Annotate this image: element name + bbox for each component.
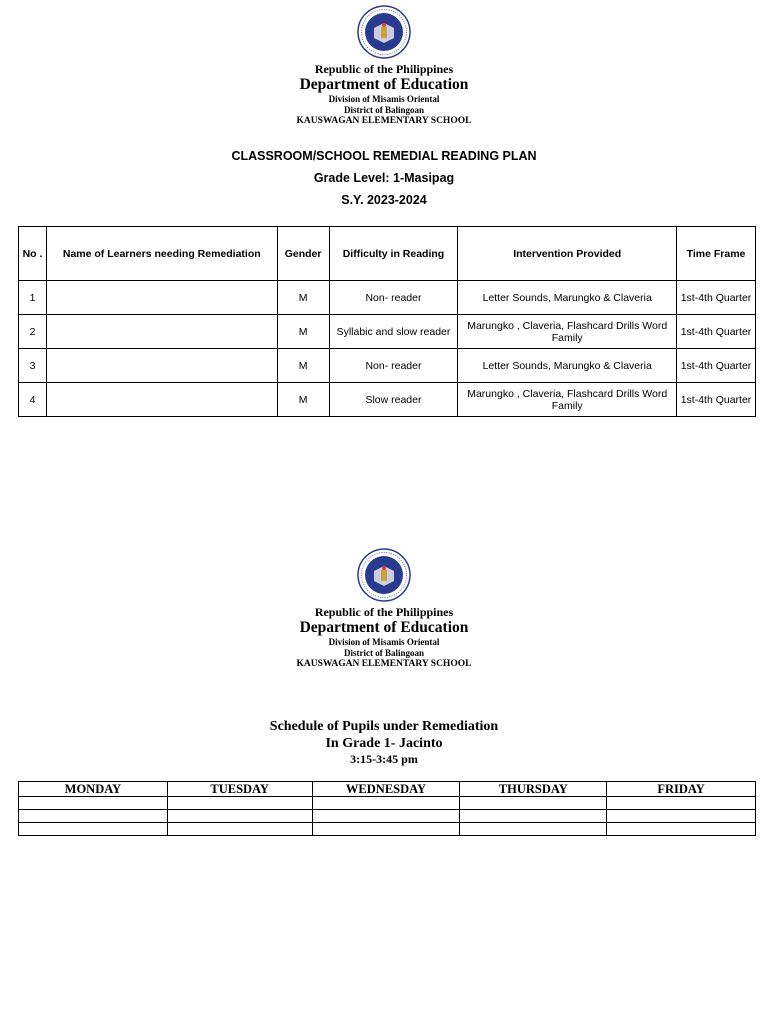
table-row — [19, 315, 756, 349]
plan-title-block — [0, 145, 768, 211]
cell-gender: M — [277, 315, 329, 349]
table-row — [19, 823, 756, 836]
republic-label: Republic of the Philippines — [314, 605, 454, 619]
schedule-cell — [19, 810, 168, 823]
column-header-time-frame: Time Frame — [677, 227, 756, 281]
schedule-cell — [167, 810, 312, 823]
column-header-intervention: Intervention Provided — [458, 227, 677, 281]
deped-seal-icon — [357, 548, 411, 602]
cell-difficulty: Syllabic and slow reader — [329, 315, 458, 349]
division-label: Division of Misamis Oriental — [328, 637, 440, 647]
schedule-cell — [167, 797, 312, 810]
schedule-time: 3:15-3:45 pm — [350, 752, 418, 766]
table-row — [19, 383, 756, 417]
schedule-cell — [460, 823, 607, 836]
cell-name — [46, 349, 277, 383]
column-header-tuesday: TUESDAY — [167, 782, 312, 797]
table-row — [19, 281, 756, 315]
schedule-table — [18, 781, 756, 836]
cell-name — [46, 315, 277, 349]
schedule-cell — [312, 810, 460, 823]
plan-grade-level: Grade Level: 1-Masipag — [313, 171, 455, 185]
schedule-cell — [607, 823, 756, 836]
cell-no: 4 — [19, 383, 47, 417]
cell-intervention: Letter Sounds, Marungko & Claveria — [458, 281, 677, 315]
schedule-header-row — [19, 782, 756, 797]
department-label: Department of Education — [299, 619, 469, 636]
cell-gender: M — [277, 281, 329, 315]
schedule-cell — [167, 823, 312, 836]
cell-no: 3 — [19, 349, 47, 383]
column-header-thursday: THURSDAY — [460, 782, 607, 797]
cell-no: 2 — [19, 315, 47, 349]
column-header-gender: Gender — [277, 227, 329, 281]
plan-title: CLASSROOM/SCHOOL REMEDIAL READING PLAN — [231, 149, 537, 163]
schedule-cell — [460, 797, 607, 810]
schedule-grade: In Grade 1- Jacinto — [325, 736, 443, 751]
schedule-cell — [607, 797, 756, 810]
plan-school-year: S.Y. 2023-2024 — [341, 193, 427, 207]
cell-time-frame: 1st-4th Quarter — [677, 281, 756, 315]
cell-name — [46, 383, 277, 417]
table-header-row — [19, 227, 756, 281]
school-label: KAUSWAGAN ELEMENTARY SCHOOL — [296, 116, 472, 126]
republic-label: Republic of the Philippines — [314, 62, 454, 76]
letterhead-bottom — [0, 548, 768, 670]
remedial-plan-table — [18, 226, 756, 417]
schedule-cell — [19, 823, 168, 836]
table-row — [19, 349, 756, 383]
cell-time-frame: 1st-4th Quarter — [677, 383, 756, 417]
cell-intervention: Marungko , Claveria, Flashcard Drills Word Family — [458, 315, 677, 349]
column-header-no: No . — [19, 227, 47, 281]
district-label: District of Balingoan — [344, 105, 424, 115]
cell-difficulty: Slow reader — [329, 383, 458, 417]
cell-time-frame: 1st-4th Quarter — [677, 349, 756, 383]
column-header-wednesday: WEDNESDAY — [312, 782, 460, 797]
cell-intervention: Marungko , Claveria, Flashcard Drills Word Family — [458, 383, 677, 417]
schedule-cell — [460, 810, 607, 823]
district-label: District of Balingoan — [344, 648, 424, 658]
schedule-cell — [607, 810, 756, 823]
column-header-monday: MONDAY — [19, 782, 168, 797]
cell-difficulty: Non- reader — [329, 349, 458, 383]
cell-no: 1 — [19, 281, 47, 315]
schedule-cell — [312, 823, 460, 836]
table-row — [19, 810, 756, 823]
column-header-friday: FRIDAY — [607, 782, 756, 797]
letterhead-top — [0, 5, 768, 127]
schedule-title-block — [0, 718, 768, 767]
cell-gender: M — [277, 383, 329, 417]
column-header-name: Name of Learners needing Remediation — [46, 227, 277, 281]
cell-gender: M — [277, 349, 329, 383]
column-header-difficulty: Difficulty in Reading — [329, 227, 458, 281]
division-label: Division of Misamis Oriental — [328, 94, 440, 104]
cell-name — [46, 281, 277, 315]
cell-time-frame: 1st-4th Quarter — [677, 315, 756, 349]
table-row — [19, 797, 756, 810]
schedule-title: Schedule of Pupils under Remediation — [269, 719, 499, 734]
school-label: KAUSWAGAN ELEMENTARY SCHOOL — [296, 659, 472, 669]
schedule-cell — [19, 797, 168, 810]
schedule-cell — [312, 797, 460, 810]
department-label: Department of Education — [299, 76, 469, 93]
cell-intervention: Letter Sounds, Marungko & Claveria — [458, 349, 677, 383]
cell-difficulty: Non- reader — [329, 281, 458, 315]
deped-seal-icon — [357, 5, 411, 59]
